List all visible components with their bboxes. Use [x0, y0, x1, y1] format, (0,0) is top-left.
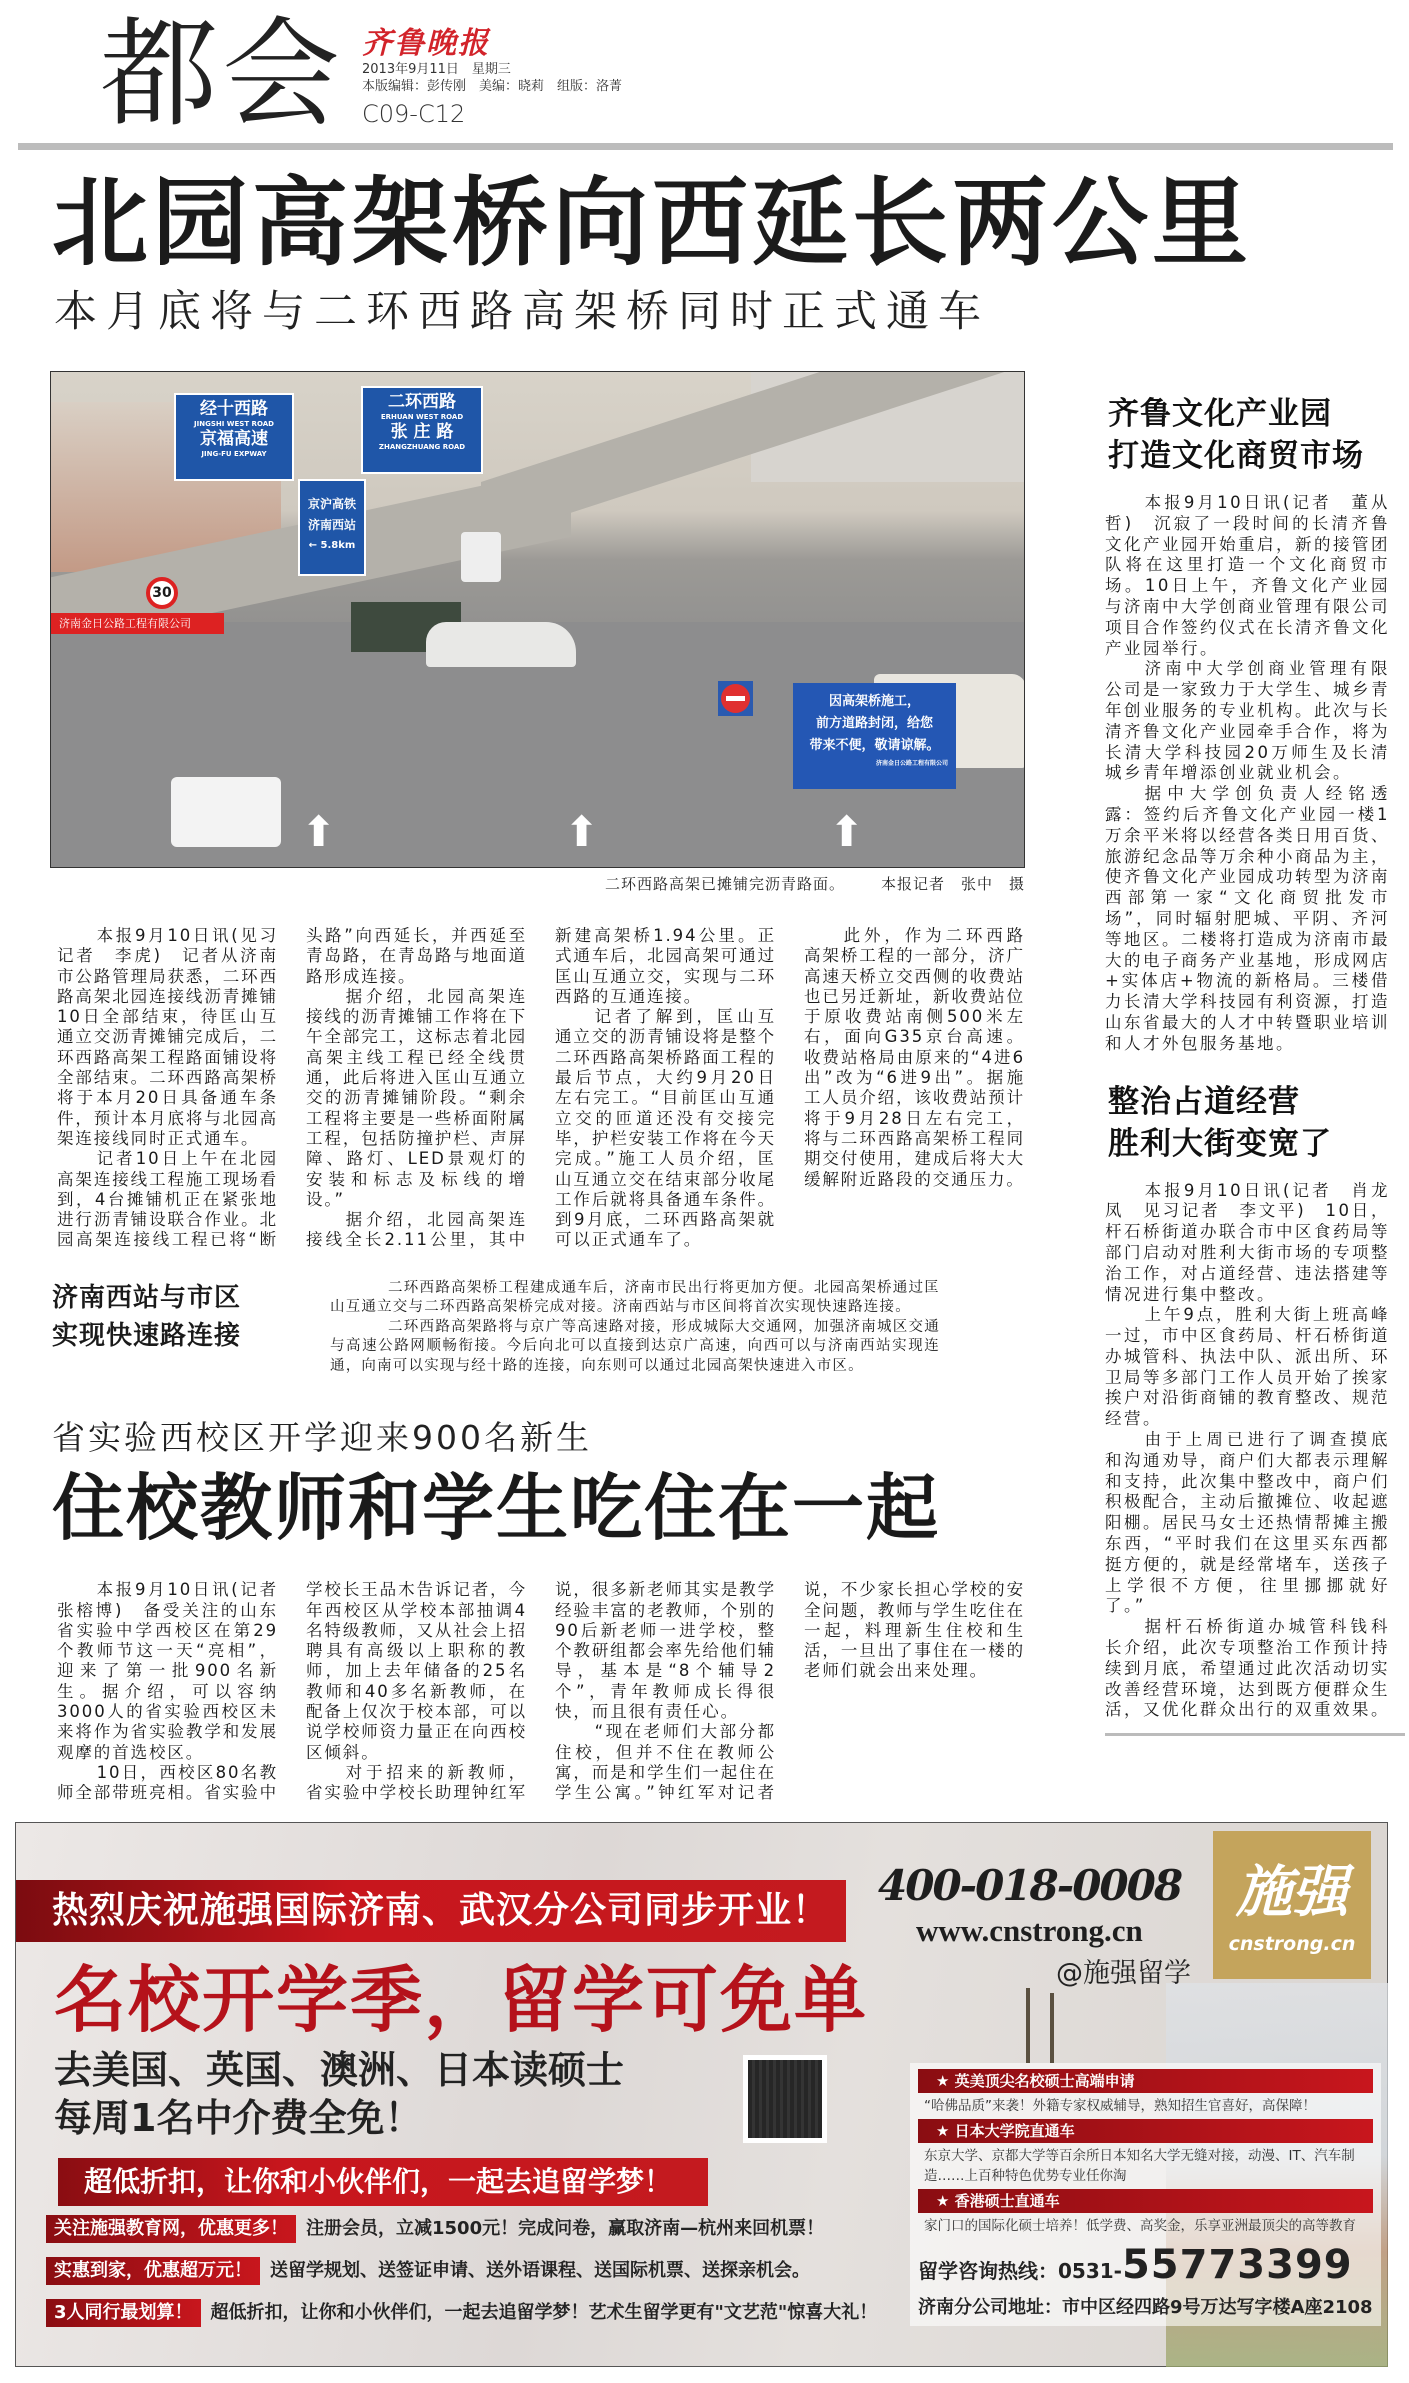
- promo-text: 注册会员，立减1500元！完成问卷，赢取济南—杭州来回机票！: [306, 2217, 825, 2239]
- caption-text: 二环西路高架已摊铺完沥青路面。: [604, 875, 845, 893]
- promo-tag: 实惠到家，优惠超万元！: [46, 2257, 260, 2285]
- program-desc: “哈佛品质”来袭！外籍专家权威辅导，熟知招生官喜好，高保障！: [924, 2097, 1316, 2114]
- main-headline: 北园高架桥向西延长两公里: [52, 167, 1252, 279]
- discount-banner: 超低折扣，让你和小伙伴们，一起去追留学梦！: [58, 2158, 708, 2206]
- company-banner: 济南金日公路工程有限公司: [51, 613, 224, 634]
- title-line: 济南西站与市区: [52, 1282, 242, 1313]
- issue-date: 2013年9月11日 星期三: [362, 62, 511, 77]
- paragraph: 二环西路高架桥工程建成通车后，济南市民出行将更加方便。北园高架桥通过匡山互通立交与二环西路高架桥完成对接。济南西站与市区间将首次实现快速路连接。: [330, 1279, 940, 1316]
- promo-text: 超低折扣，让你和小伙伴们，一起去追留学梦！艺术生留学更有"文艺范"惊喜大礼！: [210, 2301, 878, 2323]
- branch-address: 济南分公司地址：市中区经四路9号万达写字楼A座2108: [918, 2296, 1373, 2318]
- column-divider: [1105, 1733, 1405, 1736]
- opening-banner: 热烈庆祝施强国际济南、武汉分公司同步开业！: [16, 1880, 846, 1942]
- promo-row: [46, 2257, 904, 2285]
- right-column: [1105, 371, 1390, 1736]
- hotline-label: 留学咨询热线：0531-: [918, 2258, 1122, 2283]
- promo-row: [46, 2299, 904, 2327]
- title-line: 打造文化商贸市场: [1108, 438, 1364, 474]
- lane-arrow-icon: ⬆: [564, 807, 600, 856]
- paragraph: 济南中大学创商业管理有限公司是一家致力于大学生、城乡青年创业服务的专业机构。此次与长清齐鲁文化产业园牵手合作，将为长清大学科技园20万师生及长清城乡青年增添创业就业机会。: [1105, 659, 1390, 783]
- content-columns: [0, 371, 1409, 1804]
- photo-credit: 本报记者 张中 摄: [880, 875, 1025, 893]
- covered-equipment: [426, 622, 576, 667]
- ad-weibo: @施强留学: [1056, 1957, 1191, 1989]
- sign-text: ERHUAN WEST ROAD: [380, 413, 464, 421]
- paragraph: 10日，西校区80名教师全部带班亮相。省实验中学校长王品木告诉记者，今年西校区从学校本部抽调4名特级教师，又从社会上招聘具有高级以上职称的教师，加上去年储备的25名教师和40多名新教师，在配备上仅次于校本部，可以说学校师资力量正在向西校区倾斜。: [57, 1580, 527, 1803]
- paragraph: 本报9月10日讯(记者 董从哲) 沉寂了一段时间的长清齐鲁文化产业园开始重启，新的接管团队将在这里打造一个文化商贸市场。10日上午，齐鲁文化产业园与济南中大学创商业管理有限公司项目合作签约仪式在长清齐鲁文化产业园举行。: [1105, 493, 1390, 658]
- speed-limit-sign: 30: [146, 577, 178, 609]
- header-divider: [18, 143, 1393, 150]
- paragraph: 记者10日上午在北园高架连接线工程施工现场看到，4台摊铺机正在紧张地进行沥青铺设联合作业。北园高架连接线工程已将“断头路”向西延长，并西延至青岛路，在青岛路与地面道路形成连接。: [57, 926, 527, 1250]
- advertisement: [15, 1822, 1388, 2367]
- notice-text: 因高架桥施工，: [828, 694, 920, 709]
- section-title: 都会: [100, 5, 345, 143]
- paragraph: 据介绍，北园高架连接线全长2.11公里，其中新建高架桥1.94公里。正式通车后，北园高架可通过匡山互通立交，实现与二环西路的互通连接。: [306, 926, 776, 1250]
- right-article-1-headline: [1108, 393, 1390, 477]
- left-column: [50, 371, 1025, 1804]
- sign-text: ZHANGZHUANG ROAD: [378, 443, 466, 451]
- sign-text: 京福高速: [200, 429, 268, 449]
- road-sign-erhuan: [361, 386, 483, 474]
- title-line: 整治占道经营: [1108, 1083, 1300, 1120]
- sign-text: JING-FU EXPWAY: [201, 450, 267, 458]
- page-header: [0, 0, 1409, 371]
- notice-text: 带来不便，敬请谅解。: [809, 738, 940, 753]
- sign-text: 二环西路: [388, 392, 456, 412]
- sidebar-box-title: [52, 1279, 322, 1355]
- ad-phone: 400-018-0008: [878, 1860, 1182, 1910]
- notice-text: 济南金日公路工程有限公司: [875, 760, 948, 767]
- news-photo: [50, 371, 1025, 868]
- main-article-body: [57, 926, 1025, 1251]
- sign-text: JINGSHI WEST ROAD: [194, 420, 274, 428]
- paragraph: 据中大学创负责人经铭透露：签约后齐鲁文化产业园一楼1万余平米将以经营各类日用百货、旅游纪念品等万余种小商品为主，使齐鲁文化产业园成功转型为济南西部第一家“文化商贸批发市场”，同时辐射肥城、平阴、齐河等地区。二楼将打造成为济南市最大的电子商务产业基地，形成网店+实体店+物流的新格局。三楼借力长清大学科技园有利资源，打造山东省最大的人才中转暨职业培训和人才外包服务基地。: [1105, 784, 1390, 1053]
- palm-tree: [1026, 1988, 1030, 2063]
- white-car: [461, 532, 501, 582]
- paragraph: “现在老师们大部分都住校，但并不住在教师公寓，而是和学生们一起住在学生公寓。”钟红军对记者说，不少家长担心学校的安全问题，教师与学生吃住在一起，料理新生住校和生活，一旦出了事住在一楼的老师们就会出来处理。: [555, 1580, 1025, 1803]
- program-title: ★ 香港硕士直通车: [918, 2189, 1373, 2213]
- paragraph: 本报9月10日讯(见习记者 李虎) 记者从济南市公路管理局获悉，二环西路高架北园连接线沥青摊铺10日全部结束，待匡山互通立交沥青摊铺完成后，二环西路高架工程路面铺设将全部结束。二环西路高架桥将于本月20日具备通车条件，预计本月底将与北园高架连接线同时正式通车。: [57, 926, 278, 1148]
- right-article-1-body: [1105, 493, 1390, 1055]
- right-article-2-body: [1105, 1181, 1390, 1722]
- paragraph: 对于招来的新教师，省实验中学校长助理钟红军说，很多新老师其实是教学经验丰富的老教师，个别的90后新老师一进学校，整个教研组都会率先给他们辅导，基本是“8个辅导2个”，青年教师成长得很快，而且很有责任心。: [306, 1580, 776, 1803]
- paragraph: 据杆石桥街道办城管科钱科长介绍，此次专项整治工作预计持续到月底，希望通过此次活动切实改善经营环境，达到既方便群众生活，又优化群众出行的双重效果。: [1105, 1617, 1390, 1720]
- program-desc: 家门口的国际化硕士培养！低学费、高奖金，乐享亚洲最顶尖的高等教育: [924, 2217, 1356, 2234]
- road-sign-jingshi: [174, 393, 294, 481]
- no-entry-sign: [718, 681, 753, 716]
- consult-hotline: [918, 2243, 1373, 2293]
- promo-list: [46, 2215, 904, 2327]
- sign-text: 张 庄 路: [390, 422, 454, 442]
- title-line: 实现快速路连接: [52, 1320, 242, 1351]
- sidebar-box-body: [330, 1279, 940, 1377]
- paragraph: 记者了解到，匡山互通立交的沥青铺设将是整个二环西路高架桥路面工程的最后节点，大约9月20日左右完工。“目前匡山互通立交的匝道还没有交接完毕，护栏安装工作将在今天完成。”施工人员介绍，匡山互通立交在结束部分收尾工作后就将具备通车条件。到9月底，二环西路高架就可以正式通车了。: [555, 1007, 776, 1250]
- logo-en: cnstrong.cn: [1228, 1932, 1356, 1955]
- title-line: 胜利大街变宽了: [1108, 1125, 1332, 1162]
- paragraph: 上午9点，胜利大街上班高峰一过，市中区食药局、杆石桥街道办城管科、执法中队、派出所、环卫局等多部门工作人员开始了挨家挨户对沿街商铺的教育整改、规范经营。: [1105, 1305, 1390, 1429]
- program-title: ★ 英美顶尖名校硕士高端申请: [918, 2069, 1373, 2093]
- notice-text: 前方道路封闭，给您: [815, 716, 933, 731]
- road-closed-notice: [793, 683, 956, 789]
- school-headline: 住校教师和学生吃住在一起: [52, 1466, 941, 1551]
- paragraph: 此外，作为二环西路高架桥工程的一部分，济广高速天桥立交西侧的收费站也已另迁新址，新收费站位于原收费站南侧500米左右，面向G35京台高速。收费站格局由原来的“4进6出”改为“6进9出”。据施工人员介绍，该收费站预计将于9月28日左右完工，将与二环西路高架桥工程同期交付使用，建成后将大大缓解附近路段的交通压力。: [804, 926, 1025, 1189]
- school-article-body: [57, 1580, 1025, 1803]
- paragraph: 本报9月10日讯(记者 张榕博) 备受关注的山东省实验中学西校区在第29个教师节这一天“亮相”，迎来了第一批900名新生。据介绍，可以容纳3000人的省实验西校区未来将作为省实验教学和发展观摩的首选校区。: [57, 1580, 297, 1762]
- ad-website: www.cnstrong.cn: [916, 1912, 1143, 1948]
- editor-credits: 本版编辑：彭传刚 美编：晓莉 组版：洛菁: [362, 79, 623, 94]
- qr-code-pattern: [748, 2060, 822, 2138]
- hotline-number: 55773399: [1121, 2241, 1353, 2288]
- paragraph: 据介绍，北园高架连接线的沥青摊铺工作将在下午全部完工，这标志着北园高架主线工程已经全线贯通，此后将进入匡山互通立交的沥青摊铺阶段。“剩余工程将主要是一些桥面附属工程，包括防撞护栏、声屏障、路灯、LED景观灯的安装和标志及标线的增设。”: [306, 986, 527, 1209]
- promo-tag: 关注施强教育网，优惠更多！: [46, 2215, 296, 2243]
- title-line: 齐鲁文化产业园: [1108, 396, 1332, 432]
- sign-text: 济南西站: [307, 518, 356, 532]
- qr-code[interactable]: [743, 2055, 827, 2143]
- sign-text: 经十西路: [200, 399, 268, 419]
- logo-cn: 施强: [1236, 1859, 1348, 1925]
- ad-line-2: 每周1名中介费全免！: [54, 2095, 423, 2140]
- newspaper-logo: 齐鲁晚报: [362, 26, 490, 61]
- lane-arrow-icon: ⬆: [301, 807, 337, 856]
- school-kicker: 省实验西校区开学迎来900名新生: [52, 1418, 592, 1458]
- promo-tag: 3人同行最划算！: [46, 2299, 201, 2327]
- police-car: [171, 777, 281, 847]
- rail-station-sign: [298, 479, 366, 576]
- promo-text: 送留学规划、送签证申请、送外语课程、送国际机票、送探亲机会。: [270, 2259, 810, 2281]
- paragraph: 二环西路高架路将与京广等高速路对接，形成城际大交通网，加强济南城区交通与高速公路网顺畅衔接。今后向北可以直接到达京广高速，向西可以与济南西站实现连通，向南可以实现与经十路的连接，向东则可以通过北园高架快速进入市区。: [330, 1318, 940, 1374]
- brand-logo: [1213, 1831, 1371, 1979]
- lane-arrow-icon: ⬆: [829, 807, 865, 856]
- main-subhead: 本月底将与二环西路高架桥同时正式通车: [54, 287, 990, 337]
- ad-line-1: 去美国、英国、澳洲、日本读硕士: [54, 2047, 625, 2092]
- program-title: ★ 日本大学院直通车: [918, 2119, 1373, 2143]
- photo-caption: [50, 874, 1025, 894]
- sidebar-box: [50, 1279, 1025, 1377]
- program-desc: 东京大学、京都大学等百余所日本知名大学无缝对接，动漫、IT、汽车制造……上百种特色优势专业任你淘: [924, 2147, 1355, 2184]
- sign-text: ← 5.8km: [308, 540, 356, 551]
- paragraph: 本报9月10日讯(记者 肖龙凤 见习记者 李文平) 10日，杆石桥街道办联合市中区食药局等部门启动对胜利大街市场的专项整治工作，对占道经营、违法搭建等情况进行集中整改。: [1105, 1180, 1390, 1304]
- paragraph: 由于上周已进行了调查摸底和沟通劝导，商户们大都表示理解和支持，此次集中整改中，商户们积极配合，主动后撤摊位、收起遮阳棚。居民马女士还热情帮摊主搬东西，“平时我们在这里买东西都挺方便的，就是经常堵车，送孩子上学很不方便，往里挪挪就好了。”: [1105, 1430, 1390, 1616]
- ad-slogan: 名校开学季，留学可免单: [54, 1957, 869, 2042]
- sign-text: 京沪高铁: [307, 497, 356, 511]
- page-range: C09-C12: [362, 100, 466, 128]
- right-article-2-headline: [1108, 1081, 1390, 1165]
- promo-row: [46, 2215, 904, 2243]
- program-panel: [910, 2063, 1381, 2326]
- palm-tree: [1050, 1993, 1054, 2063]
